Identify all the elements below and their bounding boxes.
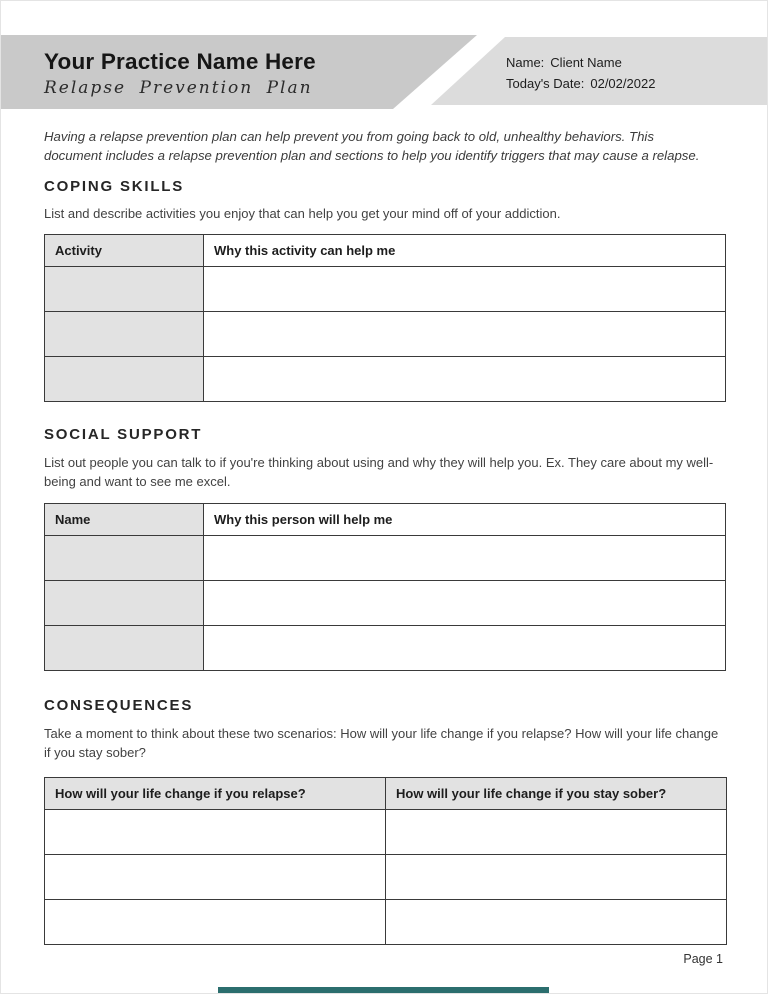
- empty-fill-in-cell: [45, 536, 204, 581]
- consequences-table: [44, 777, 727, 945]
- section-title-coping-skills: COPING SKILLS: [44, 178, 185, 195]
- social-support-table: [44, 503, 726, 671]
- empty-fill-in-cell: [45, 626, 204, 671]
- empty-fill-in-cell: [45, 900, 386, 945]
- empty-fill-in-cell: [45, 581, 204, 626]
- empty-fill-in-cell: [386, 855, 727, 900]
- empty-fill-in-cell: [386, 810, 727, 855]
- empty-fill-in-cell: [45, 357, 204, 402]
- practice-name: Your Practice Name Here: [44, 49, 316, 74]
- client-name-label: Name:: [506, 55, 545, 70]
- empty-fill-in-cell: [204, 312, 726, 357]
- section-description-consequences: Take a moment to think about these two scenarios: How will your life change if you relapse? How will your life change if you stay sober?: [44, 726, 719, 760]
- table-row: [45, 312, 726, 357]
- empty-fill-in-cell: [204, 536, 726, 581]
- date-label: Today's Date:: [506, 76, 585, 91]
- column-header-why-activity-helps: Why this activity can help me: [204, 235, 726, 267]
- column-header-why-person-helps: Why this person will help me: [204, 504, 726, 536]
- table-row: [45, 626, 726, 671]
- empty-fill-in-cell: [386, 900, 727, 945]
- empty-fill-in-cell: [204, 581, 726, 626]
- page-number: Page 1: [683, 952, 723, 966]
- table-row: [45, 267, 726, 312]
- date-field: [506, 76, 655, 91]
- empty-fill-in-cell: [204, 357, 726, 402]
- table-header-row: [45, 504, 726, 536]
- table-row: [45, 855, 727, 900]
- section-title-social-support: SOCIAL SUPPORT: [44, 426, 203, 443]
- column-header-activity: Activity: [45, 235, 204, 267]
- client-name-field: [506, 55, 622, 70]
- table-row: [45, 357, 726, 402]
- column-header-relapse: How will your life change if you relapse?: [45, 778, 386, 810]
- table-row: [45, 581, 726, 626]
- table-row: [45, 900, 727, 945]
- empty-fill-in-cell: [204, 626, 726, 671]
- document-title: Relapse Prevention Plan: [44, 78, 313, 98]
- intro-paragraph: Having a relapse prevention plan can help prevent you from going back to old, unhealthy behaviors. This document includes a relapse prevention plan and sections to help you identify triggers that may cause a relapse.: [44, 129, 700, 163]
- column-header-name: Name: [45, 504, 204, 536]
- empty-fill-in-cell: [45, 855, 386, 900]
- empty-fill-in-cell: [45, 312, 204, 357]
- header-banner-right: [425, 37, 768, 105]
- empty-fill-in-cell: [204, 267, 726, 312]
- empty-fill-in-cell: [45, 810, 386, 855]
- table-header-row: [45, 235, 726, 267]
- table-row: [45, 810, 727, 855]
- table-row: [45, 536, 726, 581]
- date-value: 02/02/2022: [590, 76, 656, 91]
- section-title-consequences: CONSEQUENCES: [44, 697, 194, 714]
- section-description-coping-skills: List and describe activities you enjoy that can help you get your mind off of your addiction.: [44, 206, 561, 221]
- table-header-row: [45, 778, 727, 810]
- footer-brand-bar: [218, 987, 549, 994]
- client-name-value: Client Name: [550, 55, 622, 70]
- column-header-stay-sober: How will your life change if you stay sober?: [386, 778, 727, 810]
- coping-skills-table: [44, 234, 726, 402]
- empty-fill-in-cell: [45, 267, 204, 312]
- section-description-social-support: List out people you can talk to if you're thinking about using and why they will help you. Ex. They care about my well-being and want to see me excel.: [44, 455, 714, 489]
